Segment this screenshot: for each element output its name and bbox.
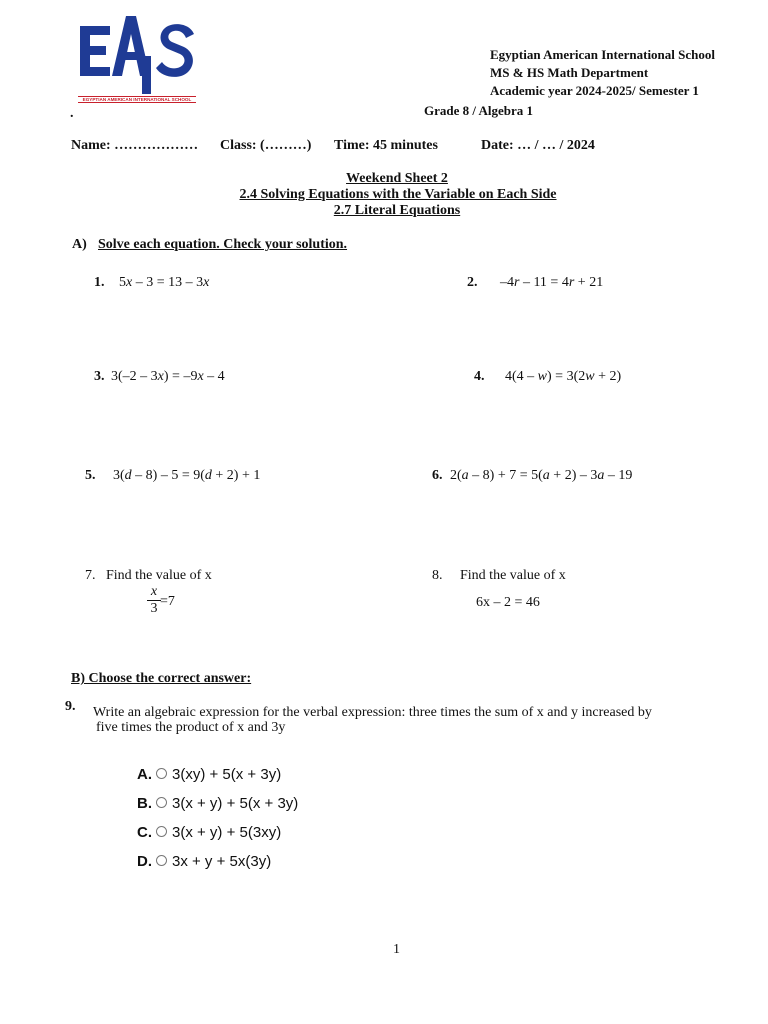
page-number: 1 xyxy=(393,942,400,957)
problem-8-prompt: Find the value of x xyxy=(460,568,566,583)
choice-a[interactable] xyxy=(137,766,281,783)
time-field: Time: 45 minutes xyxy=(334,138,438,153)
section-a-label: A) xyxy=(72,237,87,252)
sheet-title: Weekend Sheet 2 xyxy=(346,171,448,186)
radio-icon[interactable] xyxy=(156,797,167,808)
problem-6-equation: 2(a – 8) + 7 = 5(a + 2) – 3a – 19 xyxy=(450,468,633,483)
choice-c-text: 3(x + y) + 5(3xy) xyxy=(172,824,282,841)
problem-2-number: 2. xyxy=(467,275,478,290)
choice-d[interactable] xyxy=(137,853,271,870)
section-a-heading: Solve each equation. Check your solution. xyxy=(98,237,348,252)
radio-icon[interactable] xyxy=(156,855,167,866)
lesson-title-2: 2.7 Literal Equations xyxy=(333,203,461,218)
problem-4-equation: 4(4 – w) = 3(2w + 2) xyxy=(505,369,622,384)
choice-b[interactable] xyxy=(137,795,298,812)
choice-b-letter: B. xyxy=(137,795,152,812)
problem-2-equation: –4r – 11 = 4r + 21 xyxy=(500,275,604,290)
radio-icon[interactable] xyxy=(156,826,167,837)
choice-c-letter: C. xyxy=(137,824,152,841)
problem-1-equation: 5x – 3 = 13 – 3x xyxy=(119,275,210,290)
name-field: Name: ……………… xyxy=(71,138,199,153)
problem-7-number: 7. xyxy=(85,568,96,583)
choice-d-text: 3x + y + 5x(3y) xyxy=(172,853,272,870)
grade-course: Grade 8 / Algebra 1 xyxy=(424,103,534,118)
fraction-numerator: x xyxy=(147,584,161,601)
lesson-title-1: 2.4 Solving Equations with the Variable on Each Side xyxy=(239,187,557,202)
logo-banner: EGYPTIAN AMERICAN INTERNATIONAL SCHOOL xyxy=(82,97,192,102)
class-field: Class: (………) xyxy=(220,138,312,153)
problem-7-fraction xyxy=(147,584,161,617)
question-9-text-line2: five times the product of x and 3y xyxy=(96,720,286,735)
problem-7-prompt: Find the value of x xyxy=(106,568,212,583)
date-field: Date: … / … / 2024 xyxy=(481,138,595,153)
question-9-text-line1: Write an algebraic expression for the verbal expression: three times the sum of x and y increased by xyxy=(93,705,652,720)
question-9-number: 9. xyxy=(65,699,76,714)
problem-4-number: 4. xyxy=(474,369,485,384)
section-b-heading: B) Choose the correct answer: xyxy=(71,671,252,686)
stray-dot: . xyxy=(70,106,74,121)
fraction-denominator: 3 xyxy=(150,601,158,616)
problem-8-equation: 6x – 2 = 46 xyxy=(476,595,540,610)
choice-a-text: 3(xy) + 5(x + 3y) xyxy=(172,766,282,783)
problem-7-rhs: =7 xyxy=(160,594,175,609)
choice-b-text: 3(x + y) + 5(x + 3y) xyxy=(172,795,299,812)
problem-8-number: 8. xyxy=(432,568,443,583)
choice-c[interactable] xyxy=(137,824,281,841)
school-logo xyxy=(76,14,198,106)
academic-year: Academic year 2024-2025/ Semester 1 xyxy=(490,83,699,98)
school-name: Egyptian American International School xyxy=(490,47,715,62)
problem-1-number: 1. xyxy=(94,275,105,290)
problem-3-equation: 3(–2 – 3x) = –9x – 4 xyxy=(111,369,225,384)
problem-3-number: 3. xyxy=(94,369,105,384)
problem-5-number: 5. xyxy=(85,468,96,483)
choice-a-letter: A. xyxy=(137,766,152,783)
problem-5-equation: 3(d – 8) – 5 = 9(d + 2) + 1 xyxy=(113,468,261,483)
choice-d-letter: D. xyxy=(137,853,152,870)
radio-icon[interactable] xyxy=(156,768,167,779)
problem-6-number: 6. xyxy=(432,468,443,483)
department-name: MS & HS Math Department xyxy=(490,65,649,80)
